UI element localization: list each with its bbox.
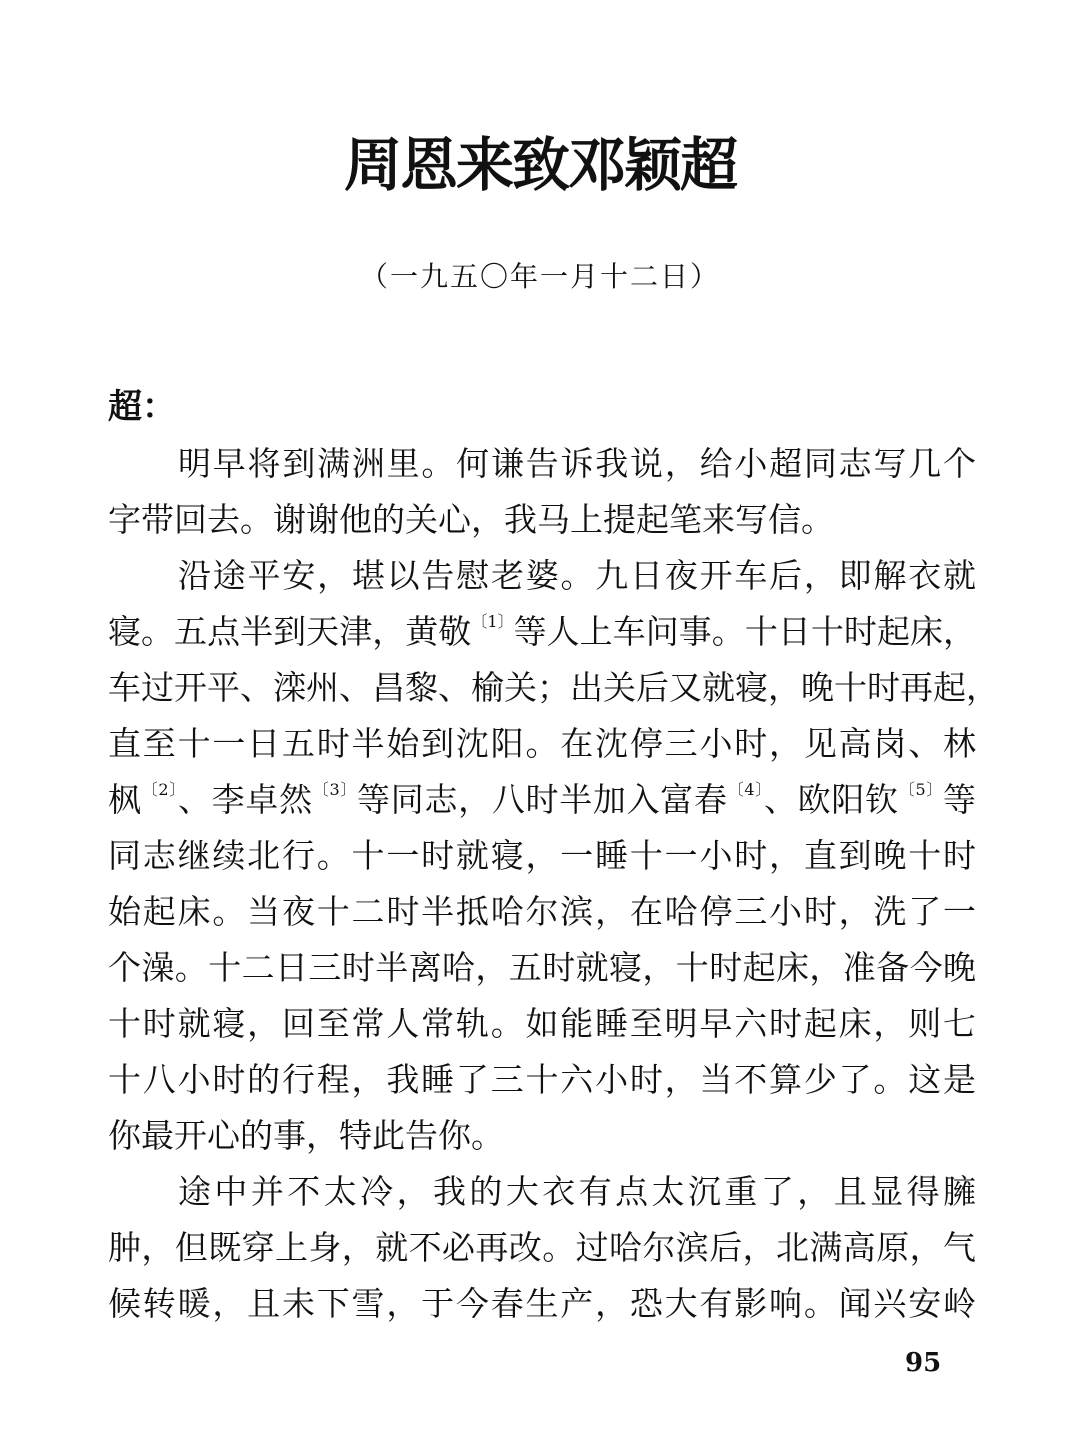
text-segment: 十八小时的行程，我睡了三十六小时，当不算少了。这是 — [108, 1060, 976, 1099]
footnote-marker: 〔5〕 — [898, 780, 944, 799]
text-segment: 十时就寝，回至常人常轨。如能睡至明早六时起床，则七 — [108, 1004, 976, 1043]
footnote-marker: 〔3〕 — [312, 780, 358, 799]
text-segment: 你最开心的事，特此告你。 — [108, 1116, 504, 1155]
text-line — [108, 940, 976, 996]
text-segment: 候转暖，且未下雪，于今春生产，恐大有影响。闻兴安岭 — [108, 1284, 976, 1323]
text-line — [108, 492, 976, 548]
text-line — [108, 1108, 976, 1164]
footnote-marker: 〔1〕 — [471, 612, 514, 631]
text-segment: 字带回去。谢谢他的关心，我马上提起笔来写信。 — [108, 500, 834, 539]
footnote-marker: 〔2〕 — [141, 780, 178, 799]
text-line — [108, 604, 976, 660]
text-segment: 途中并不太冷，我的大衣有点太沉重了，且显得臃 — [178, 1172, 976, 1211]
text-segment: 等同志，八时半加入富春 — [357, 780, 728, 819]
footnote-marker: 〔4〕 — [727, 780, 764, 799]
text-line — [108, 996, 976, 1052]
text-line — [108, 884, 976, 940]
text-line — [108, 828, 976, 884]
text-segment: 、欧阳钦 — [763, 780, 899, 819]
text-segment: 等人上车问事。十日十时起床， — [513, 612, 977, 651]
text-segment: 明早将到满洲里。何谦告诉我说，给小超同志写几个 — [178, 444, 976, 483]
text-line — [108, 660, 999, 716]
text-line — [108, 1220, 976, 1276]
text-segment: 肿，但既穿上身，就不必再改。过哈尔滨后，北满高原，气 — [108, 1228, 976, 1267]
page-title: 周恩来致邓颖超 — [343, 131, 736, 199]
text-segment: 等 — [943, 780, 977, 819]
text-line — [108, 772, 976, 828]
text-line — [108, 716, 976, 772]
salutation: 超： — [108, 387, 176, 427]
text-segment: 同志继续北行。十一时就寝，一睡十一小时，直到晚十时 — [108, 836, 976, 875]
text-segment: 沿途平安，堪以告慰老婆。九日夜开车后，即解衣就 — [178, 556, 976, 595]
text-line — [108, 1164, 976, 1220]
text-segment: 寝。五点半到天津，黄敬 — [108, 612, 472, 651]
letter-body — [108, 436, 999, 1332]
text-segment: 车过开平、滦州、昌黎、榆关；出关后又就寝，晚十时再起， — [108, 668, 999, 707]
text-segment: 、李卓然 — [177, 780, 313, 819]
text-segment: 直至十一日五时半始到沈阳。在沈停三小时，见高岗、林 — [108, 724, 976, 763]
text-line — [108, 548, 976, 604]
text-segment: 枫 — [108, 780, 142, 819]
text-line — [108, 1052, 976, 1108]
text-segment: 始起床。当夜十二时半抵哈尔滨，在哈停三小时，洗了一 — [108, 892, 976, 931]
text-segment: 个澡。十二日三时半离哈，五时就寝，十时起床，准备今晚 — [108, 948, 976, 987]
text-line — [108, 1276, 976, 1332]
text-line — [108, 436, 976, 492]
page-number: 95 — [905, 1348, 942, 1378]
letter-date: （一九五〇年一月十二日） — [359, 260, 720, 293]
